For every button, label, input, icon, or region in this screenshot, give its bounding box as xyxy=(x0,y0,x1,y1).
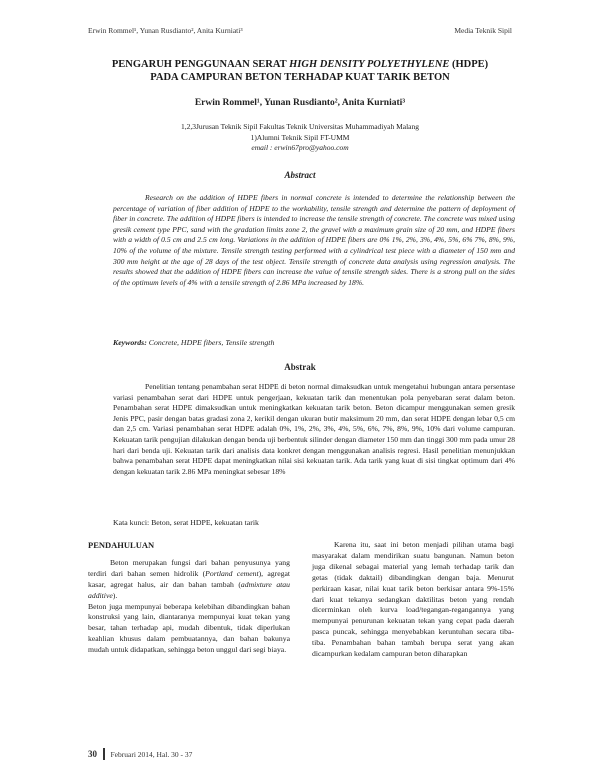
abstract-body xyxy=(113,193,515,288)
intro-p1-pre: Beton merupakan fungsi dari bahan penyusunya yang terdiri dari bahan semen hidrolik ( xyxy=(88,557,290,578)
intro-p1-italic-1: Portland cement xyxy=(205,568,259,578)
abstrak-text: Penelitian tentang penambahan serat HDPE di beton normal dimaksudkan untuk mengetahui hubungan antara persentase variasi penambahan serat dari HDPE untuk pengerjaan, kekuatan tarik dan menentukan pola penyebaran serat dalam beton. Penambahan serat HDPE dimaksudkan untuk meningkatkan kekuatan tarik beton. Beton dicampur menggunakan semen gresik Jenis PPC, pasir dengan batas gradasi zona 2, kerikil dengan ukuran butir maksimum 20 mm, dan serat HDPE dengan lebar 0,5 cm dan 2,5 cm. Variasi penambahan serat HDPE adalah 0%, 1%, 2%, 3%, 4%, 5%, 6%, 7%, 8%, 9%, 10% dari volume campuran. Kekuatan tarik pengujian dilakukan dengan benda uji berbentuk silinder dengan diameter 150 mm dan tinggi 300 mm pada umur 28 hari dari benda uji. Kekuatan tarik dari analisis data konkret dengan menggunakan analisis regresi. Hasil penelitian menunjukkan bahwa penambahan serat HDPE dapat meningkatkan nilai sisi kekuatan tarik. Ada tarik yang kuat di sisi tingkat optimum dari 4% dengan kekuatan tarik 2.86 MPa meningkat sebesar 18% xyxy=(113,382,515,476)
title-line1-post: (HDPE) xyxy=(449,59,489,70)
title-line1-pre: PENGARUH PENGGUNAAN SERAT xyxy=(111,59,290,70)
abstrak-body xyxy=(113,382,515,477)
running-header-authors: Erwin Rommel¹, Yunan Rusdianto², Anita Kurniati³ xyxy=(88,26,243,35)
author-list: Erwin Rommel¹, Yunan Rusdianto², Anita Kurniati³ xyxy=(194,98,406,108)
abstrak-heading: Abstrak xyxy=(284,362,316,372)
section-heading-pendahuluan: PENDAHULUAN xyxy=(88,540,155,550)
intro-p1-post: ). xyxy=(112,590,118,600)
page-footer xyxy=(88,748,192,760)
footer-divider xyxy=(103,748,105,760)
intro-p1-mid: ), agregat kasar, agregat halus, air dan bahan tambah ( xyxy=(88,568,291,589)
keywords-label: Keywords: xyxy=(113,338,147,347)
affiliation-line1: 1,2,3Jurusan Teknik Sipil Fakultas Teknik Universitas Muhammadiyah Malang xyxy=(180,122,420,131)
intro-paragraph-2: Beton juga mempunyai beberapa kelebihan dibandingkan bahan konstruksi yang lain, diantaranya mempunyai kuat tekan yang besar, tahan terhadap api, mudah dibentuk, tidak diperlukan keahlian khusus dalam pembuatannya, dan bahan bakunya mudah untuk didapatkan, sehingga beton unggul dari segi biaya. xyxy=(88,601,290,655)
keywords-value: Concrete, HDPE fibers, Tensile strength xyxy=(146,338,275,347)
title-line1-italic: HIGH DENSITY POLYETHYLENE xyxy=(289,59,450,70)
kata-kunci: Kata kunci: Beton, serat HDPE, kekuatan tarik xyxy=(113,518,259,527)
page-number: 30 xyxy=(88,749,97,759)
abstract-heading: Abstract xyxy=(284,170,316,180)
affiliation-line2: 1)Alumni Teknik Sipil FT-UMM xyxy=(250,132,350,142)
running-header-journal: Media Teknik Sipil xyxy=(454,26,512,35)
title-line2: PADA CAMPURAN BETON TERHADAP KUAT TARIK BETON xyxy=(150,72,450,83)
author-email: email : erwin67pro@yahoo.com xyxy=(251,143,349,152)
column-right xyxy=(312,540,514,660)
intro-paragraph-3: Karena itu, saat ini beton menjadi pilihan utama bagi masyarakat dalam mendirikan suatu bangunan. Namun beton juga dikenal sebagai material yang lemah terhadap tarik dan getas (tidak daktail) dibandingkan dengan baja. Menurut perkiraan kasar, nilai kuat tarik beton berkisar antara 9%-15% dari kuat tekanya sedangkan daktilitas beton yang rendah dicerminkan oleh kurva load/tegangan-regangannya yang mempunyai penurunan kekuatan tekan yang cepat pada daerah pasca puncak, sehingga menyebabkan keruntuhan secara tiba-tiba. Penambahan bahan tambah berupa serat yang akan dicampurkan kedalam campuran beton diharapkan xyxy=(312,540,514,659)
intro-paragraph-1 xyxy=(88,558,290,602)
paper-title xyxy=(60,58,540,84)
affiliation-block xyxy=(60,122,540,154)
intro-p1-italic-2: admixture atau additive xyxy=(88,579,290,600)
issue-info: Februari 2014, Hal. 30 - 37 xyxy=(110,749,193,759)
keywords xyxy=(113,338,515,347)
abstract-text: Research on the addition of HDPE fibers in normal concrete is intended to determine the relationship between the percentage of variation of fiber addition of HDPE to the workability, tensile strength and determine the pattern of deployment of fiber in concrete. The addition of HDPE fibers is intended to increase the tensile strength of concrete. The concrete was mixed using gresik cement type PPC, sand with the gradation limits zone 2, the gravel with a maximum grain size of 20 mm, and HDPE fibers with a width of 0.5 cm and 2.5 cm long. Variations in the addition of HDPE fibers are 0% 1%, 2%, 3%, 4%, 5%, 6% 7%, 8%, 9%, 10% of the volume of the mixture. Tensile strength testing performed with a cylindrical test piece with a diameter of 150 mm and 300 mm height at the age of 28 days of the test object. Tensile strength of concrete data analysis using regression analysis. The results showed that the addition of HDPE fibers can increase the value of tensile strength sides. There is a strong pull on the sides of the optimum levels of 4% with a tensile strength of 2.86 MPa increased by 18%. xyxy=(113,193,515,287)
column-left xyxy=(88,540,290,656)
